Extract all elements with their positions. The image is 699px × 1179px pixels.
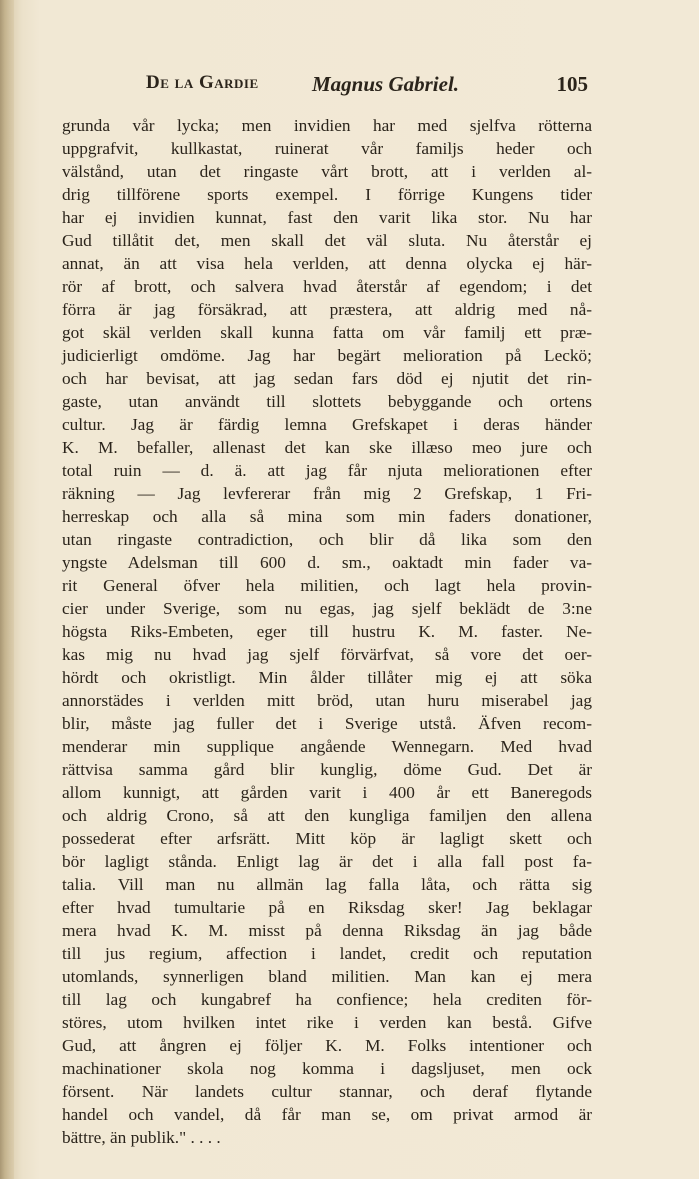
text-line: cultur. Jag är färdig lemna Grefskapet i deras händer	[62, 415, 592, 434]
text-line: utomlands, synnerligen bland militien. Man kan ej mera	[62, 967, 592, 986]
text-line: mera hvad K. M. misst på denna Riksdag än jag både	[62, 921, 592, 940]
text-line: utan ringaste contradiction, och blir då lika som den	[62, 530, 592, 549]
text-line: gaste, utan användt till slottets bebyggande och ortens	[62, 392, 592, 411]
text-line: yngste Adelsman till 600 d. sm., oaktadt min fader va-	[62, 553, 592, 572]
text-line: cier under Sverige, som nu egas, jag sjelf beklädt de 3:ne	[62, 599, 592, 618]
text-line: bör lagligt stånda. Enligt lag är det i alla fall post fa-	[62, 852, 592, 871]
text-line: drig tillförene sports exempel. I förrige Kungens tider	[62, 185, 592, 204]
page-gutter	[0, 0, 14, 1179]
body-text	[62, 114, 592, 1149]
text-line: total ruin — d. ä. att jag får njuta meliorationen efter	[62, 461, 592, 480]
text-line: possederat efter arfsrätt. Mitt köp är lagligt skett och	[62, 829, 592, 848]
text-line: efter hvad tumultarie på en Riksdag sker! Jag beklagar	[62, 898, 592, 917]
text-line: uppgrafvit, kullkastat, ruinerat vår familjs heder och	[62, 139, 592, 158]
running-head	[100, 72, 590, 100]
text-line: och aldrig Crono, så att den kungliga familjen den allena	[62, 806, 592, 825]
text-line: räkning — Jag levfererar från mig 2 Grefskap, 1 Fri-	[62, 484, 592, 503]
text-line: judicierligt omdöme. Jag har begärt melioration på Leckö;	[62, 346, 592, 365]
text-line: rör af brott, och salvera hvad återstår af egendom; i det	[62, 277, 592, 296]
text-line: blir, måste jag fuller det i Sverige utstå. Äfven recom-	[62, 714, 592, 733]
text-line: välstånd, utan det ringaste vårt brott, att i verlden al-	[62, 162, 592, 181]
text-line: högsta Riks-Embeten, eger till hustru K. M. faster. Ne-	[62, 622, 592, 641]
text-line: K. M. befaller, allenast det kan ske illæso meo jure och	[62, 438, 592, 457]
text-line: rättvisa samma gård blir kunglig, döme Gud. Det är	[62, 760, 592, 779]
text-line: och har bevisat, att jag sedan fars död ej njutit det rin-	[62, 369, 592, 388]
text-line: handel och vandel, då får man se, om privat armod är	[62, 1105, 592, 1124]
text-line: Gud tillåtit det, men skall det väl sluta. Nu återstår ej	[62, 231, 592, 250]
text-line: har ej invidien kunnat, fast den varit lika stor. Nu har	[62, 208, 592, 227]
text-line: Gud, att ångren ej följer K. M. Folks intentioner och	[62, 1036, 592, 1055]
text-line: bättre, än publik." . . . .	[62, 1128, 221, 1147]
page-number: 105	[556, 72, 588, 96]
text-line: hördt och okristligt. Min ålder tillåter mig ej att söka	[62, 668, 592, 687]
text-line: störes, utom hvilken intet rike i verden kan bestå. Gifve	[62, 1013, 592, 1032]
header-subject: Magnus Gabriel.	[312, 72, 460, 96]
text-line: annorstädes i verlden mitt bröd, utan huru miserabel jag	[62, 691, 592, 710]
text-line: machinationer skola nog komma i dagsljuset, men ock	[62, 1059, 592, 1078]
text-line: till jus regium, affection i landet, credit och reputation	[62, 944, 592, 963]
text-line: förra är jag försäkrad, att præstera, att aldrig med nå-	[62, 300, 592, 319]
text-line: till lag och kungabref ha confience; hela crediten för-	[62, 990, 592, 1009]
text-line: herreskap och alla så mina som min faders donationer,	[62, 507, 592, 526]
text-line: kas mig nu hvad jag sjelf förvärfvat, så vore det oer-	[62, 645, 592, 664]
header-author: De la Gardie	[146, 72, 259, 93]
text-line: annat, än att visa hela verlden, att denna olycka ej här-	[62, 254, 592, 273]
text-line: got skäl verlden skall kunna fatta om vår familj ett præ-	[62, 323, 592, 342]
text-line: grunda vår lycka; men invidien har med sjelfva rötterna	[62, 116, 592, 135]
text-line: talia. Vill man nu allmän lag falla låta, och rätta sig	[62, 875, 592, 894]
text-line: försent. När landets cultur stannar, och deraf flytande	[62, 1082, 592, 1101]
text-line: menderar min supplique angående Wennegarn. Med hvad	[62, 737, 592, 756]
text-line: rit General öfver hela militien, och lagt hela provin-	[62, 576, 592, 595]
text-line: allom kunnigt, att gården varit i 400 år ett Baneregods	[62, 783, 592, 802]
